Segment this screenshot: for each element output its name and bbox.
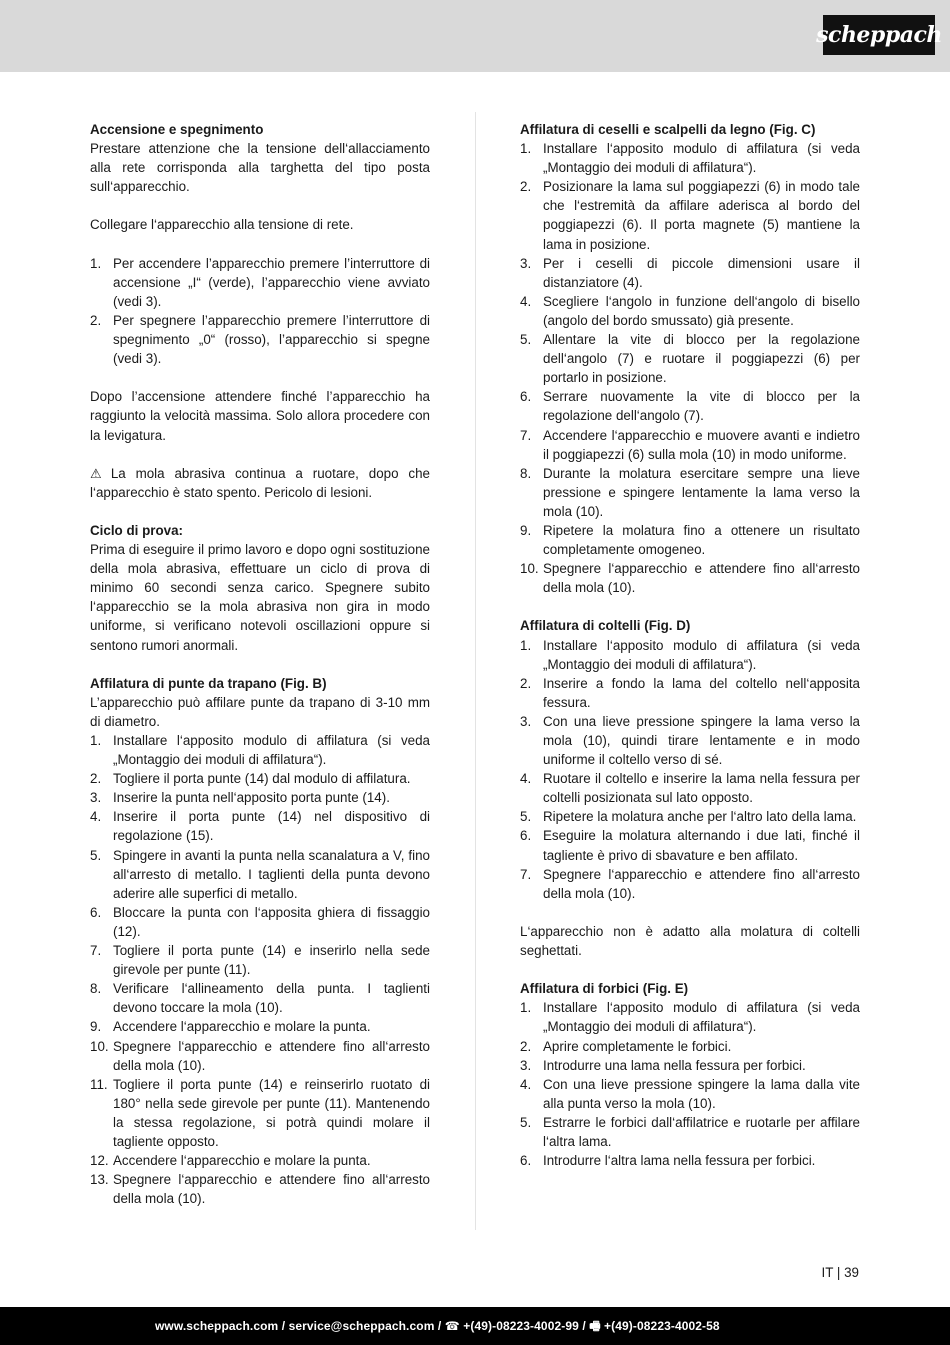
- list-block: [90, 254, 430, 369]
- list-item-number: 3.: [90, 790, 102, 806]
- list-item-number: 4.: [520, 1076, 532, 1092]
- section-knives: [520, 616, 860, 902]
- list-item-number: 6.: [520, 389, 532, 405]
- list-item-text: Scegliere l‘angolo in funzione dell‘angolo di bisello (angolo del bordo smussato) già presente.: [543, 293, 860, 328]
- list-item-text: Per accendere l’apparecchio premere l’interruttore di accensione „I“ (verde), l’apparecchio viene avviato (vedi 3).: [113, 255, 430, 309]
- list-item: [520, 636, 860, 674]
- list-item-text: Introdurre l‘altra lama nella fessura per forbici.: [543, 1153, 816, 1169]
- list-item: [520, 1113, 860, 1151]
- list-item-text: Spegnere l‘apparecchio e attendere fino all‘arresto della mola (10).: [113, 1172, 430, 1207]
- list-item-text: Accendere l‘apparecchio e muovere avanti e indietro il poggiapezzi (6) sulla mola (10) in modo uniforme.: [543, 427, 860, 462]
- list-item-text: Introdurre una lama nella fessura per forbici.: [543, 1057, 806, 1073]
- section-chisels: [520, 120, 860, 597]
- list-item-text: Spingere in avanti la punta nella scanalatura a V, fino all‘arresto di metallo. I taglienti della punta devono aderire alle superfici di metallo.: [113, 847, 430, 901]
- list-item: [520, 807, 860, 826]
- warning-text: [90, 464, 430, 502]
- list-item-number: 8.: [90, 981, 102, 997]
- list-item: [90, 979, 430, 1017]
- list-item-text: Ripetere la molatura anche per l‘altro lato della lama.: [543, 809, 857, 825]
- paragraph: L‘apparecchio non è adatto alla molatura di coltelli seghettati.: [520, 923, 860, 959]
- warning-label: La mola abrasiva continua a ruotare, dopo che l‘apparecchio è stato spento. Pericolo di lesioni.: [90, 465, 430, 500]
- warning-block: [90, 464, 430, 502]
- list-item: [520, 769, 860, 807]
- list-item-text: Con una lieve pressione spingere la lama dalla vite alla punta verso la mola (10).: [543, 1076, 860, 1111]
- list-item-number: 5.: [90, 847, 102, 863]
- numbered-list: [90, 731, 430, 1208]
- list-item-text: Installare l‘apposito modulo di affilatura (si veda „Montaggio dei moduli di affilatura“).: [543, 637, 860, 672]
- list-item-number: 3.: [520, 1057, 532, 1073]
- list-item-text: Installare l‘apposito modulo di affilatura (si veda „Montaggio dei moduli di affilatura“).: [543, 1000, 860, 1035]
- list-item-number: 2.: [90, 312, 102, 328]
- list-item-number: 4.: [520, 293, 532, 309]
- list-item-number: 5.: [520, 332, 532, 348]
- list-item: [90, 788, 430, 807]
- list-item-number: 7.: [90, 943, 102, 959]
- list-item-number: 1.: [90, 255, 102, 271]
- list-item: [520, 387, 860, 425]
- list-item-number: 8.: [520, 465, 532, 481]
- left-column: [90, 120, 430, 1227]
- list-item-text: Ripetere la molatura fino a ottenere un risultato completamente omogeneo.: [543, 522, 860, 558]
- section-heading: Affilatura di forbici (Fig. E): [520, 981, 689, 997]
- list-item-text: Durante la molatura esercitare sempre una lieve pressione e spingere lentamente la lama verso la mola (10).: [543, 465, 860, 519]
- list-item-text: Verificare l‘allineamento della punta. I taglienti devono toccare la mola (10).: [113, 981, 430, 1016]
- column-divider: [475, 112, 476, 1230]
- list-item-text: Allentare la vite di blocco per la regolazione dell‘angolo (7) e ruotare il poggiapezzi (6) per portarlo in posizione.: [543, 332, 860, 386]
- section-heading: Ciclo di prova:: [90, 522, 184, 538]
- list-item: [90, 1075, 430, 1151]
- list-item-number: 4.: [90, 809, 102, 825]
- list-item-text: Accendere l‘apparecchio e molare la punta.: [113, 1019, 371, 1035]
- brand-logo: [816, 15, 942, 55]
- list-item-number: 3.: [520, 255, 532, 271]
- list-item: [520, 712, 860, 769]
- list-item-text: Spegnere l‘apparecchio e attendere fino all‘arresto della mola (10).: [543, 561, 860, 596]
- list-item-number: 7.: [520, 866, 532, 882]
- list-item-text: Spegnere l‘apparecchio e attendere fino all‘arresto della mola (10).: [543, 866, 860, 901]
- paragraph: Prima di eseguire il primo lavoro e dopo ogni sostituzione della mola abrasiva, effettuare un ciclo di prova di minimo 60 secondi senza carico. Spegnere subito l‘apparecchio se la mola abrasiva non gira in modo uniforme, si verificano notevoli oscillazioni oppure si sentono rumori anormali.: [90, 542, 430, 653]
- list-item-number: 6.: [520, 1153, 532, 1169]
- numbered-list: [520, 998, 860, 1170]
- list-item: [90, 1170, 430, 1208]
- list-item-number: 2.: [520, 179, 532, 195]
- section-drill-bits: [90, 674, 430, 1209]
- list-item: [520, 826, 860, 864]
- list-item: [520, 559, 860, 597]
- list-item: [520, 1056, 860, 1075]
- list-item: [90, 1017, 430, 1036]
- list-item-text: Per i ceselli di piccole dimensioni usare il distanziatore (4).: [543, 255, 860, 290]
- list-item-number: 7.: [520, 427, 532, 443]
- list-item: [520, 292, 860, 330]
- list-item: [520, 865, 860, 903]
- paragraph-block: [90, 387, 430, 444]
- list-item-number: 10.: [520, 561, 539, 577]
- paragraph-block: [90, 215, 430, 234]
- list-item-text: Togliere il porta punte (14) e inserirlo nella sede girevole per punte (11).: [113, 943, 430, 978]
- list-item: [520, 521, 860, 559]
- list-item: [520, 139, 860, 177]
- list-item-text: Posizionare la lama sul poggiapezzi (6) in modo tale che l‘estremità da affilare aderisca al bordo del poggiapezzi (6). Il porta magnete (5) mantiene la lama in posizione.: [543, 179, 860, 252]
- list-item: [90, 846, 430, 903]
- footer-bar: [0, 1307, 950, 1345]
- list-item: [520, 674, 860, 712]
- list-item-number: 5.: [520, 809, 532, 825]
- list-item-number: 2.: [520, 675, 532, 691]
- section-scissors: [520, 979, 860, 1170]
- list-item-text: Inserire la punta nell‘apposito porta punte (14).: [113, 790, 390, 806]
- right-column: [520, 120, 860, 1189]
- list-item-text: Togliere il porta punte (14) e reinserirlo ruotato di 180° nella sede girevole per punte (11). Mantenendo la stessa regolazione, si potrà quindi molare il tagliente opposto.: [113, 1076, 430, 1149]
- list-item: [90, 311, 430, 368]
- section-heading: Affilatura di ceselli e scalpelli da legno (Fig. C): [520, 122, 816, 137]
- list-item: [90, 731, 430, 769]
- list-item-number: 1.: [520, 1000, 532, 1016]
- list-item-text: Con una lieve pressione spingere la lama verso la mola (10), quindi tirare lentamente e in modo uniforme il coltello verso di sé.: [543, 713, 860, 768]
- list-item: [520, 177, 860, 253]
- numbered-list: [520, 636, 860, 903]
- list-item: [520, 426, 860, 464]
- list-item-number: 13.: [90, 1172, 109, 1188]
- list-item-text: Inserire a fondo la lama del coltello nell‘apposita fessura.: [543, 675, 860, 710]
- list-item-number: 11.: [90, 1076, 108, 1092]
- list-item-number: 4.: [520, 771, 532, 787]
- section-heading: Accensione e spegnimento: [90, 122, 264, 137]
- list-item-text: Serrare nuovamente la vite di blocco per la regolazione dell‘angolo (7).: [543, 389, 860, 424]
- list-item: [520, 1151, 860, 1170]
- list-item: [90, 1037, 430, 1075]
- list-item-text: Estrarre le forbici dall‘affilatrice e ruotarle per affilare l‘altra lama.: [543, 1114, 860, 1149]
- list-item-number: 6.: [90, 904, 102, 920]
- paragraph: Prestare attenzione che la tensione dell‘allacciamento alla rete corrisponda alla targhetta del tipo posta sull‘apparecchio.: [90, 141, 430, 195]
- section-test-cycle: [90, 521, 430, 655]
- list-item: [520, 1075, 860, 1113]
- list-item-number: 9.: [520, 522, 532, 538]
- list-item-text: Per spegnere l’apparecchio premere l’interruttore di spegnimento „0“ (rosso), l’apparecchio si spegne (vedi 3).: [113, 312, 430, 367]
- list-item-number: 1.: [90, 733, 102, 748]
- list-item-number: 2.: [520, 1038, 532, 1054]
- list-item: [520, 998, 860, 1036]
- list-item: [90, 903, 430, 941]
- list-item: [90, 941, 430, 979]
- paragraph-block: [520, 922, 860, 960]
- paragraph: Dopo l’accensione attendere finché l’apparecchio ha raggiunto la velocità massima. Solo allora procedere con la levigatura.: [90, 389, 430, 443]
- section-heading: Affilatura di punte da trapano (Fig. B): [90, 675, 327, 691]
- list-item-text: Aprire completamente le forbici.: [543, 1038, 732, 1054]
- list-item-number: 5.: [520, 1114, 532, 1130]
- list-item-number: 12.: [90, 1153, 109, 1169]
- section-power: [90, 120, 430, 196]
- numbered-list: [90, 254, 430, 369]
- list-item: [520, 330, 860, 387]
- paragraph: L’apparecchio può affilare punte da trapano di 3-10 mm di diametro.: [90, 694, 430, 729]
- numbered-list: [520, 139, 860, 597]
- list-item: [520, 464, 860, 521]
- list-item-text: Togliere il porta punte (14) dal modulo di affilatura.: [113, 771, 411, 787]
- list-item: [520, 1037, 860, 1056]
- list-item-text: Accendere l‘apparecchio e molare la punta.: [113, 1153, 371, 1169]
- list-item-text: Installare l‘apposito modulo di affilatura (si veda „Montaggio dei moduli di affilatura“).: [113, 733, 430, 768]
- list-item-text: Installare l‘apposito modulo di affilatura (si veda „Montaggio dei moduli di affilatura“).: [543, 141, 860, 176]
- list-item: [90, 1151, 430, 1170]
- list-item-text: Ruotare il coltello e inserire la lama nella fessura per coltelli posizionata sul lato opposto.: [543, 771, 860, 806]
- footer-contact: www.scheppach.com / service@scheppach.com / ☎ +(49)-08223-4002-99 / 🖷 +(49)-08223-4002-58: [155, 1319, 720, 1333]
- list-item-text: Bloccare la punta con l‘apposita ghiera di fissaggio (12).: [113, 904, 430, 939]
- list-item-number: 2.: [90, 771, 102, 787]
- list-item: [90, 807, 430, 845]
- list-item-number: 1.: [520, 141, 532, 157]
- list-item-number: 10.: [90, 1038, 109, 1054]
- brand-logo-text: scheppach: [816, 22, 942, 48]
- warning-icon: ⚠: [90, 465, 108, 481]
- list-item-text: Eseguire la molatura alternando i due lati, finché il tagliente è privo di sbavature e ben affilato.: [543, 828, 860, 863]
- list-item-number: 1.: [520, 637, 532, 653]
- list-item-text: Spegnere l‘apparecchio e attendere fino all‘arresto della mola (10).: [113, 1038, 430, 1073]
- header-band: [0, 0, 950, 72]
- list-item: [520, 254, 860, 292]
- page-number: IT | 39: [821, 1265, 859, 1280]
- list-item: [90, 769, 430, 788]
- section-heading: Affilatura di coltelli (Fig. D): [520, 618, 691, 634]
- list-item-text: Inserire il porta punte (14) nel dispositivo di regolazione (15).: [113, 809, 430, 844]
- list-item-number: 6.: [520, 828, 532, 844]
- list-item: [90, 254, 430, 311]
- paragraph: Collegare l‘apparecchio alla tensione di rete.: [90, 217, 354, 233]
- list-item-number: 9.: [90, 1019, 102, 1035]
- list-item-number: 3.: [520, 713, 532, 729]
